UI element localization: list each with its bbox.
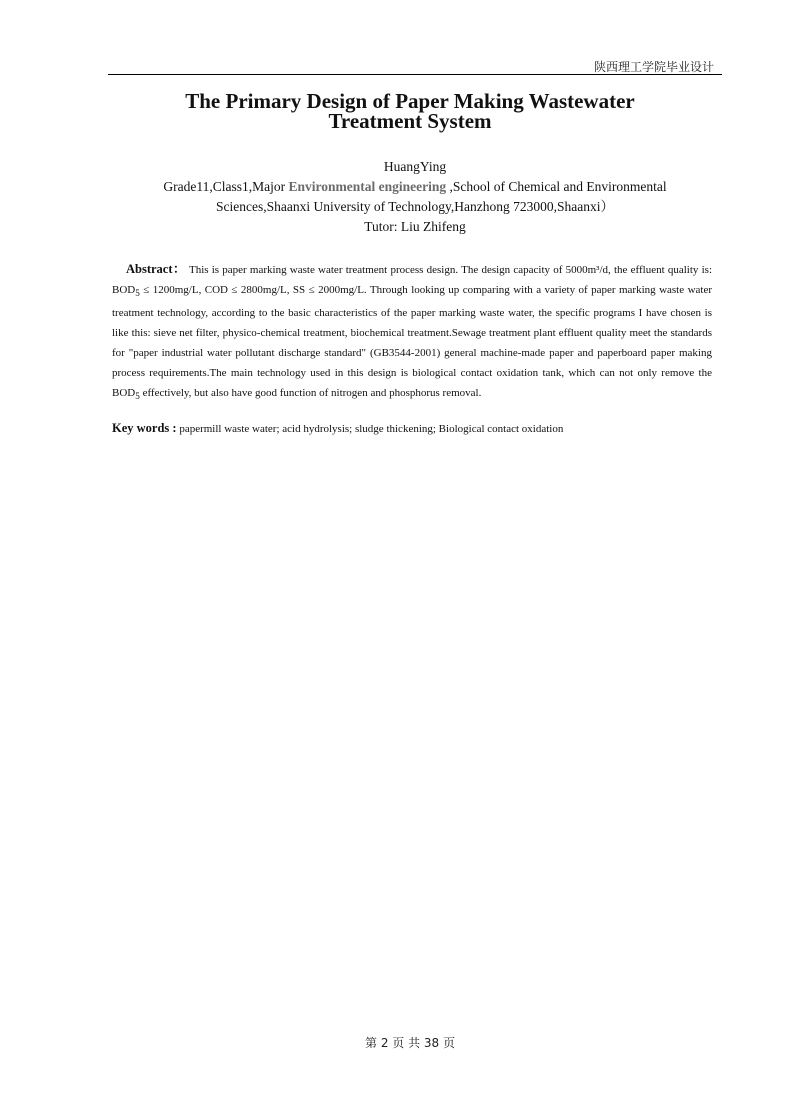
- affiliation-line-1: [108, 177, 722, 197]
- abstract-sub-1: 5: [135, 288, 140, 299]
- paper-title: [80, 91, 740, 131]
- affiliation-line-2: Sciences,Shaanxi University of Technology,Hanzhong 723000,Shaanxi）: [216, 199, 614, 214]
- header-rule: [108, 74, 722, 75]
- affiliation-suffix: ,School of Chemical and Environmental: [446, 179, 667, 194]
- abstract-label: Abstract：: [126, 262, 186, 276]
- keywords-line: [112, 418, 712, 439]
- keywords-label: Key words :: [112, 421, 177, 435]
- abstract-sub-2: 5: [135, 391, 140, 402]
- keywords-text: papermill waste water; acid hydrolysis; sludge thickening; Biological contact oxidation: [176, 423, 564, 435]
- header-school-name: 陕西理工学院毕业设计: [593, 60, 714, 74]
- abstract-paragraph: [112, 259, 712, 406]
- abstract-text-2: ≤ 1200mg/L, COD ≤ 2800mg/L, SS ≤ 2000mg/L. Through looking up comparing with a variety of paper marking waste water treatment technology, according to the basic characteristics of the paper marking waste water, the specific programs I have chosen is like this: sieve net filter, physico-chemical treatment, biochemical treatment.Sewage treatment plant effluent quality meet the standards for "paper industrial water pollutant discharge standard" (GB3544-2001) general machine-made paper and paperboard paper making process requirements.The main technology used in this design is biological contact oxidation tank, which can not only remove the BOD: [112, 284, 712, 400]
- tutor-line: Tutor: Liu Zhifeng: [364, 219, 466, 234]
- page-footer: 第 2 页 共 38 页: [365, 1036, 455, 1050]
- abstract-text-1: This is paper marking waste water treatment process design. The design capacity of 5000m³/d, the effluent quality is: BOD: [112, 264, 712, 296]
- affiliation-prefix: Grade11,Class1,Major: [163, 179, 289, 194]
- title-line-2: Treatment System: [328, 109, 492, 133]
- title-line-1: The Primary Design of Paper Making Wastewater: [185, 89, 635, 113]
- author-block: [108, 157, 722, 237]
- major-name: Environmental engineering: [288, 179, 447, 194]
- author-name: HuangYing: [383, 159, 447, 174]
- abstract-text-3: effectively, but also have good function of nitrogen and phosphorus removal.: [139, 387, 482, 400]
